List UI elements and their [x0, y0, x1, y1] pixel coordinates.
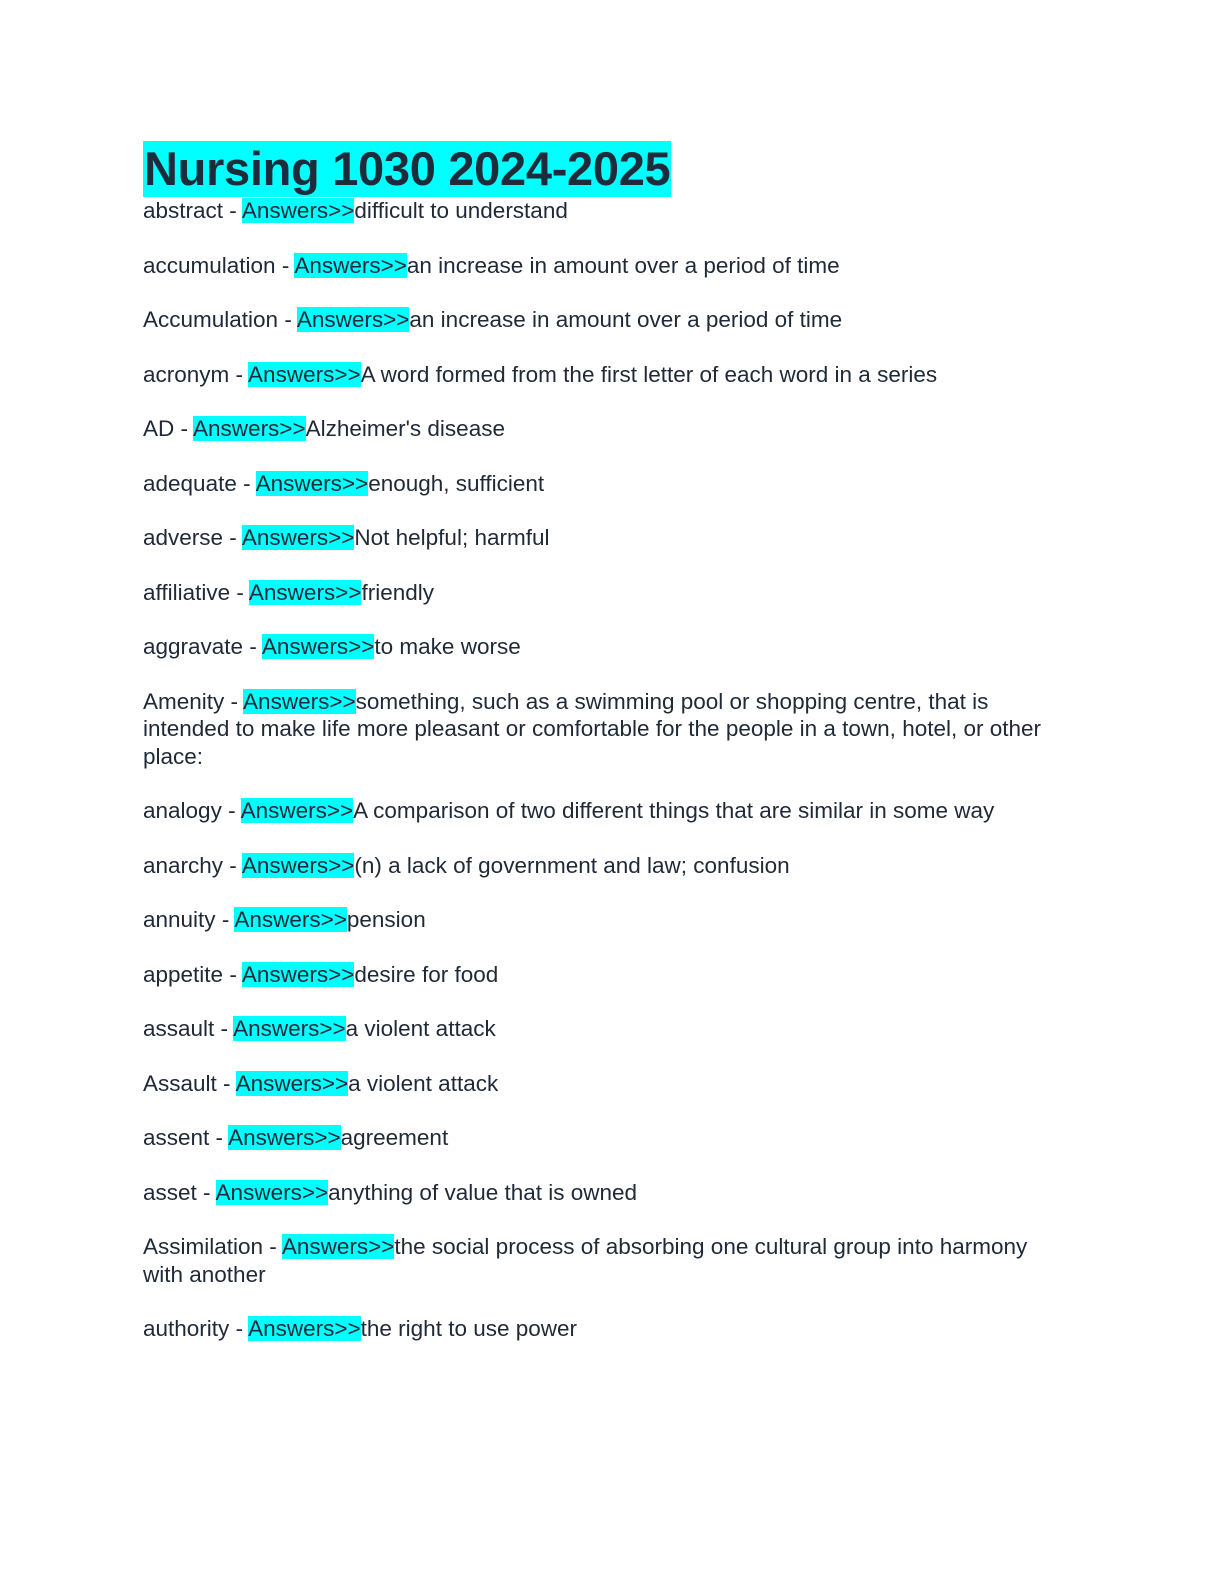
- answers-label: Answers>>: [255, 470, 369, 496]
- entry-separator: -: [174, 416, 194, 441]
- entry-separator: -: [223, 525, 242, 550]
- entry-definition: A word formed from the first letter of each word in a series: [360, 361, 938, 387]
- glossary-entry: [143, 1124, 1063, 1152]
- answers-label: Answers>>: [235, 1070, 349, 1096]
- glossary-entry: [143, 524, 1063, 552]
- entry-definition: difficult to understand: [354, 198, 568, 223]
- glossary-entry: [143, 688, 1063, 771]
- answers-label: Answers>>: [228, 1125, 341, 1150]
- entry-term: authority: [143, 1316, 230, 1341]
- entry-term: assault: [143, 1016, 215, 1041]
- answers-label: Answers>>: [241, 525, 355, 550]
- entry-separator: -: [196, 1179, 216, 1205]
- answers-label: Answers>>: [248, 579, 362, 605]
- entry-definition: Alzheimer's disease: [305, 416, 505, 441]
- answers-label: Answers>>: [233, 1016, 346, 1041]
- entry-separator: -: [229, 361, 249, 387]
- entry-term: appetite: [143, 961, 224, 987]
- entry-definition: to make worse: [374, 634, 521, 659]
- answers-label: Answers>>: [281, 1234, 395, 1259]
- glossary-entry: [143, 1015, 1063, 1043]
- entry-definition: a violent attack: [345, 1016, 496, 1041]
- entry-separator: -: [243, 634, 262, 659]
- answers-label: Answers>>: [261, 634, 375, 659]
- glossary-entry: [143, 906, 1063, 934]
- entry-separator: -: [263, 1234, 282, 1259]
- entry-term: AD: [143, 416, 175, 441]
- glossary-entry: [143, 1233, 1063, 1288]
- entry-term: analogy: [143, 798, 222, 823]
- glossary-entry: [143, 306, 1063, 334]
- entry-separator: -: [223, 961, 242, 987]
- entry-definition: the social process of absorbing one cultural group into harmony with another: [143, 1234, 1028, 1287]
- entry-term: anarchy: [143, 852, 224, 878]
- entry-definition: A comparison of two different things that are similar in some way: [353, 798, 995, 823]
- document-title-row: [143, 141, 1063, 197]
- glossary-entry: [143, 579, 1063, 607]
- entry-term: abstract: [143, 198, 224, 223]
- answers-label: Answers>>: [248, 361, 361, 387]
- answers-label: Answers>>: [241, 852, 355, 878]
- entry-term: Accumulation: [143, 307, 279, 332]
- entry-term: adequate: [143, 470, 237, 496]
- document-page: [143, 141, 1063, 1370]
- entry-definition: friendly: [361, 579, 435, 605]
- answers-label: Answers>>: [248, 1316, 361, 1341]
- entry-separator: -: [275, 252, 295, 278]
- glossary-entry: [143, 1070, 1063, 1098]
- entry-definition: desire for food: [354, 961, 499, 987]
- answers-label: Answers>>: [241, 961, 355, 987]
- entry-term: assent: [143, 1125, 210, 1150]
- answers-label: Answers>>: [294, 252, 407, 278]
- entry-definition: anything of value that is owned: [328, 1179, 638, 1205]
- entry-term: Assault: [143, 1070, 217, 1096]
- entry-term: Amenity: [143, 688, 225, 714]
- entry-term: acronym: [143, 361, 230, 387]
- entry-definition: Not helpful; harmful: [354, 525, 550, 550]
- glossary-entry: [143, 197, 1063, 225]
- glossary-entry: [143, 1179, 1063, 1207]
- entry-separator: -: [224, 688, 244, 714]
- entry-separator: -: [223, 852, 242, 878]
- entry-term: aggravate: [143, 634, 244, 659]
- entry-definition: an increase in amount over a period of time: [406, 252, 840, 278]
- entry-separator: -: [223, 198, 242, 223]
- entry-separator: -: [236, 470, 256, 496]
- answers-label: Answers>>: [193, 416, 306, 441]
- entry-separator: -: [215, 907, 235, 932]
- answers-label: Answers>>: [243, 688, 356, 714]
- entry-definition: enough, sufficient: [368, 470, 545, 496]
- entry-separator: -: [278, 307, 297, 332]
- glossary-entry: [143, 633, 1063, 661]
- entry-definition: (n) a lack of government and law; confusion: [354, 852, 790, 878]
- entry-term: Assimilation: [143, 1234, 264, 1259]
- entry-term: asset: [143, 1179, 197, 1205]
- entry-definition: pension: [346, 907, 426, 932]
- glossary-entry: [143, 415, 1063, 443]
- glossary-entry: [143, 470, 1063, 498]
- entry-definition: agreement: [340, 1125, 449, 1150]
- glossary-entry: [143, 797, 1063, 825]
- glossary-entry: [143, 252, 1063, 280]
- glossary-entry: [143, 1315, 1063, 1343]
- entry-separator: -: [216, 1070, 236, 1096]
- answers-label: Answers>>: [241, 198, 355, 223]
- entry-separator: -: [209, 1125, 229, 1150]
- glossary-entry: [143, 852, 1063, 880]
- answers-label: Answers>>: [234, 907, 347, 932]
- entry-separator: -: [229, 1316, 249, 1341]
- glossary-entry: [143, 361, 1063, 389]
- answers-label: Answers>>: [240, 798, 354, 823]
- glossary-list: [143, 197, 1063, 1343]
- entry-definition: the right to use power: [360, 1316, 578, 1341]
- entry-separator: -: [214, 1016, 234, 1041]
- entry-definition: something, such as a swimming pool or shopping centre, that is intended to make life more pleasant or comfortable for the people in a town, hotel, or other place:: [143, 688, 1042, 769]
- answers-label: Answers>>: [296, 307, 410, 332]
- entry-term: accumulation: [143, 252, 276, 278]
- document-title: Nursing 1030 2024-2025: [144, 142, 671, 195]
- entry-definition: an increase in amount over a period of time: [409, 307, 843, 332]
- entry-separator: -: [221, 798, 241, 823]
- entry-term: annuity: [143, 907, 216, 932]
- entry-definition: a violent attack: [348, 1070, 499, 1096]
- answers-label: Answers>>: [215, 1179, 329, 1205]
- entry-term: adverse: [143, 525, 224, 550]
- entry-term: affiliative: [143, 579, 231, 605]
- glossary-entry: [143, 961, 1063, 989]
- entry-separator: -: [230, 579, 249, 605]
